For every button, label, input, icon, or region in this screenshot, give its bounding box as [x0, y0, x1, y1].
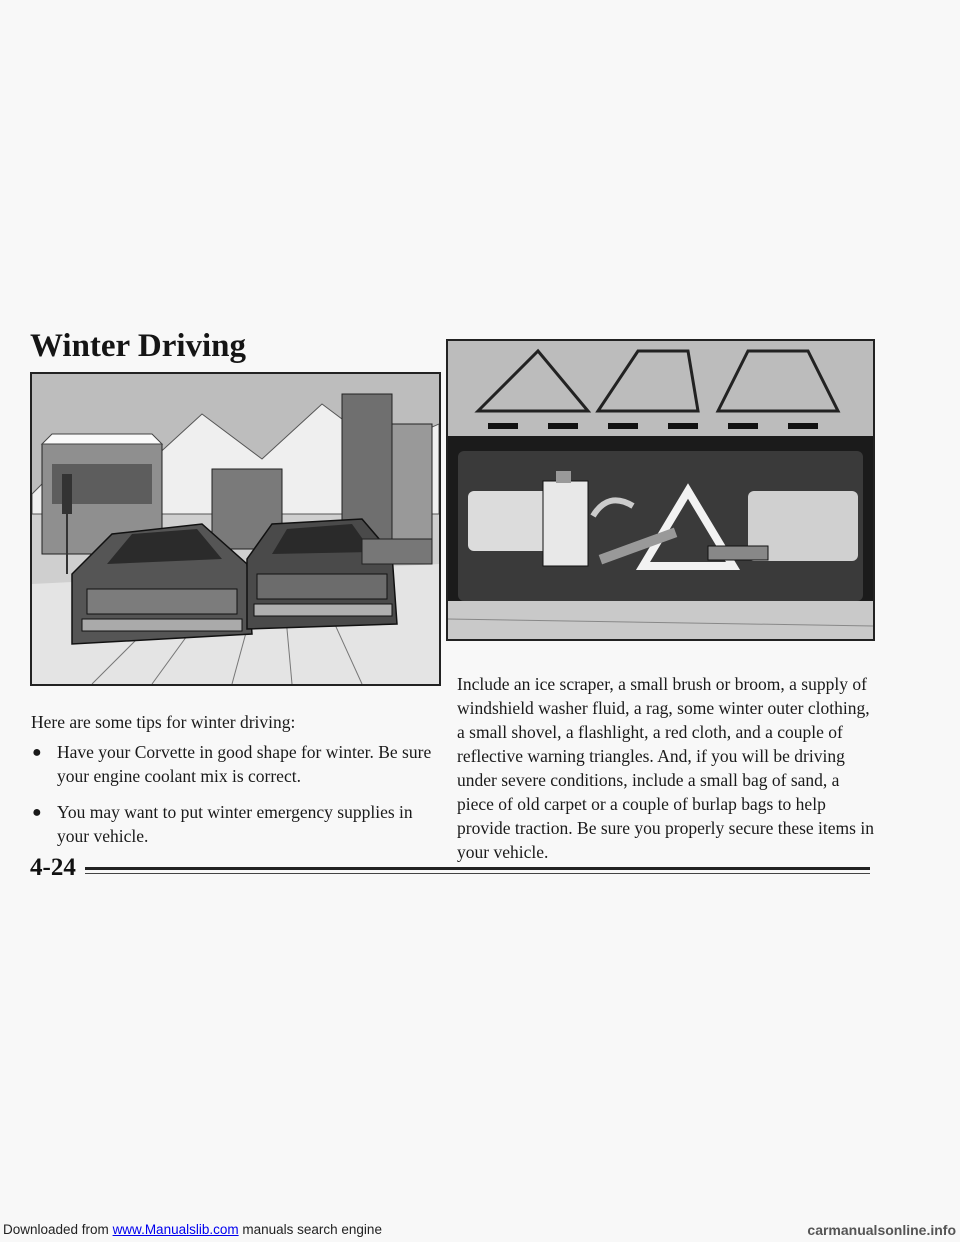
section-title: Winter Driving — [30, 328, 247, 364]
tips-list — [31, 740, 446, 860]
bullet-icon: ● — [32, 744, 42, 761]
page-footer-rule — [30, 854, 870, 881]
manualslib-link[interactable]: www.Manualslib.com — [112, 1222, 239, 1237]
banner-prefix: Downloaded from — [3, 1222, 113, 1237]
banner-suffix: manuals search engine — [238, 1222, 382, 1237]
list-item — [31, 740, 446, 788]
intro-text: Here are some tips for winter driving: — [31, 712, 296, 732]
watermark-text: carmanualsonline.info — [807, 1222, 956, 1238]
list-item — [31, 800, 446, 848]
bullet-icon: ● — [32, 804, 42, 821]
page-number: 4-24 — [30, 854, 76, 881]
divider — [85, 873, 870, 874]
divider — [85, 867, 870, 870]
banner-text — [3, 1218, 382, 1242]
download-banner — [0, 1218, 960, 1242]
list-item-text: Have your Corvette in good shape for winter. Be sure your engine coolant mix is correct. — [57, 742, 432, 786]
list-item-text: You may want to put winter emergency supplies in your vehicle. — [57, 802, 413, 846]
supplies-paragraph: Include an ice scraper, a small brush or broom, a supply of windshield washer fluid, a rag, some winter outer clothing, a small shovel, a flashlight, a red cloth, and a couple of reflective warning triangles. And, if you will be driving under severe conditions, include a small bag of sand, a piece of old carpet or a couple of burlap bags to help provide traction. Be sure you properly secure these items in your vehicle. — [457, 674, 874, 862]
winter-street-illustration — [30, 372, 441, 686]
trunk-supplies-illustration — [446, 339, 875, 641]
